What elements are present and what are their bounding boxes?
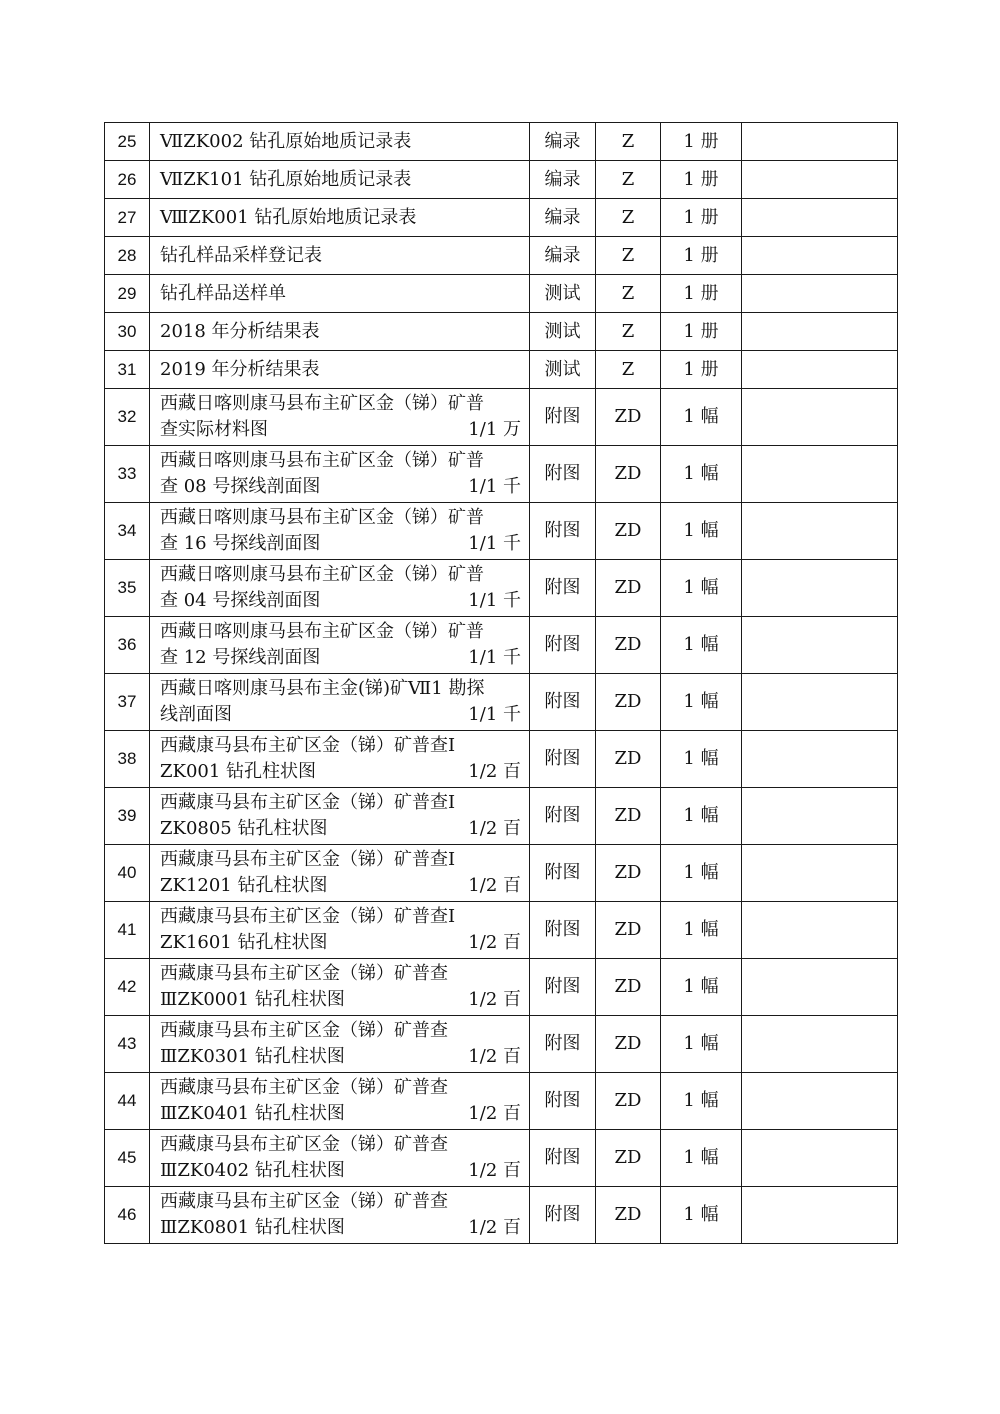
- item-quantity: 1 幅: [661, 1073, 742, 1130]
- item-name-line2: [160, 645, 521, 671]
- item-code: ZD: [596, 788, 661, 845]
- item-name-line1: 西藏日喀则康马县布主矿区金（锑）矿普: [160, 564, 484, 585]
- item-name-line2-text: 查 16 号探线剖面图: [160, 533, 321, 554]
- item-code: Z: [596, 123, 661, 161]
- item-name: ⅦZK002 钻孔原始地质记录表: [150, 123, 530, 161]
- item-name-line1: 西藏日喀则康马县布主金(锑)矿Ⅶ1 勘探: [160, 678, 485, 699]
- item-name-line2-text: 查 04 号探线剖面图: [160, 590, 321, 611]
- item-note: [742, 1016, 898, 1073]
- table-row: [105, 446, 898, 503]
- table-row: [105, 788, 898, 845]
- table-row: [105, 161, 898, 199]
- item-note: [742, 503, 898, 560]
- item-code: ZD: [596, 731, 661, 788]
- row-number: 44: [105, 1073, 150, 1130]
- item-code: ZD: [596, 617, 661, 674]
- table-row: [105, 959, 898, 1016]
- item-code: ZD: [596, 902, 661, 959]
- item-note: [742, 902, 898, 959]
- item-code: ZD: [596, 1130, 661, 1187]
- item-note: [742, 1130, 898, 1187]
- item-name: ⅧZK001 钻孔原始地质记录表: [150, 199, 530, 237]
- item-code: ZD: [596, 959, 661, 1016]
- item-name-line1: 西藏康马县布主矿区金（锑）矿普查: [160, 1134, 448, 1155]
- item-category: 附图: [530, 674, 596, 731]
- item-quantity: 1 幅: [661, 503, 742, 560]
- item-quantity: 1 幅: [661, 959, 742, 1016]
- item-category: 附图: [530, 1130, 596, 1187]
- item-name-line2-text: ⅢZK0801 钻孔柱状图: [160, 1217, 345, 1238]
- table-row: [105, 617, 898, 674]
- item-name-line2-text: ZK0805 钻孔柱状图: [160, 818, 328, 839]
- item-quantity: 1 幅: [661, 446, 742, 503]
- item-code: ZD: [596, 1187, 661, 1244]
- item-name-line2: [160, 1158, 521, 1184]
- item-name-line2-text: 线剖面图: [160, 704, 232, 725]
- item-name-line1: 西藏康马县布主矿区金（锑）矿普查Ⅰ: [160, 792, 456, 813]
- item-quantity: 1 幅: [661, 1130, 742, 1187]
- item-category: 附图: [530, 845, 596, 902]
- item-name-line2: [160, 474, 521, 500]
- item-category: 测试: [530, 313, 596, 351]
- item-name-line2: [160, 759, 521, 785]
- item-note: [742, 275, 898, 313]
- item-name-line2-text: ZK1201 钻孔柱状图: [160, 875, 328, 896]
- item-category: 编录: [530, 161, 596, 199]
- item-name-line1: 西藏日喀则康马县布主矿区金（锑）矿普: [160, 450, 484, 471]
- item-name-line2-text: ⅢZK0001 钻孔柱状图: [160, 989, 345, 1010]
- item-note: [742, 199, 898, 237]
- item-code: ZD: [596, 560, 661, 617]
- item-note: [742, 389, 898, 446]
- item-note: [742, 161, 898, 199]
- item-name-line1: 西藏康马县布主矿区金（锑）矿普查Ⅰ: [160, 735, 456, 756]
- item-name-line1: 西藏康马县布主矿区金（锑）矿普查Ⅰ: [160, 906, 456, 927]
- item-category: 附图: [530, 959, 596, 1016]
- item-code: Z: [596, 161, 661, 199]
- table-row: [105, 123, 898, 161]
- row-number: 31: [105, 351, 150, 389]
- item-note: [742, 1187, 898, 1244]
- item-code: Z: [596, 199, 661, 237]
- item-scale: 1/2 百: [468, 932, 521, 953]
- row-number: 43: [105, 1016, 150, 1073]
- item-code: Z: [596, 313, 661, 351]
- row-number: 30: [105, 313, 150, 351]
- item-name-line2-text: ⅢZK0401 钻孔柱状图: [160, 1103, 345, 1124]
- item-name: [150, 845, 530, 902]
- item-scale: 1/2 百: [468, 875, 521, 896]
- item-name-line1: 西藏康马县布主矿区金（锑）矿普查: [160, 1191, 448, 1212]
- table-row: [105, 1187, 898, 1244]
- table-row: [105, 503, 898, 560]
- row-number: 42: [105, 959, 150, 1016]
- item-name-line2-text: 查 08 号探线剖面图: [160, 476, 321, 497]
- item-category: 附图: [530, 731, 596, 788]
- item-scale: 1/2 百: [468, 1046, 521, 1067]
- item-category: 附图: [530, 788, 596, 845]
- item-scale: 1/1 千: [468, 476, 521, 497]
- item-note: [742, 731, 898, 788]
- item-note: [742, 788, 898, 845]
- item-quantity: 1 幅: [661, 674, 742, 731]
- row-number: 34: [105, 503, 150, 560]
- table-row: [105, 845, 898, 902]
- row-number: 25: [105, 123, 150, 161]
- row-number: 46: [105, 1187, 150, 1244]
- item-note: [742, 617, 898, 674]
- item-name-line2: [160, 702, 521, 728]
- item-category: 附图: [530, 1187, 596, 1244]
- item-name: ⅦZK101 钻孔原始地质记录表: [150, 161, 530, 199]
- item-name: [150, 1073, 530, 1130]
- item-name: [150, 902, 530, 959]
- item-category: 编录: [530, 199, 596, 237]
- item-code: ZD: [596, 1016, 661, 1073]
- item-name-line1: 西藏日喀则康马县布主矿区金（锑）矿普: [160, 507, 484, 528]
- item-scale: 1/2 百: [468, 1160, 521, 1181]
- item-scale: 1/1 千: [468, 647, 521, 668]
- item-name: [150, 1016, 530, 1073]
- item-category: 附图: [530, 1073, 596, 1130]
- item-quantity: 1 册: [661, 161, 742, 199]
- item-note: [742, 237, 898, 275]
- item-scale: 1/2 百: [468, 1217, 521, 1238]
- item-name: [150, 389, 530, 446]
- table-row: [105, 731, 898, 788]
- item-name-line2: [160, 1044, 521, 1070]
- item-quantity: 1 册: [661, 237, 742, 275]
- item-scale: 1/1 万: [468, 419, 521, 440]
- item-code: ZD: [596, 446, 661, 503]
- item-name-line1: 西藏康马县布主矿区金（锑）矿普查: [160, 1020, 448, 1041]
- item-code: Z: [596, 237, 661, 275]
- item-code: Z: [596, 351, 661, 389]
- item-name-line2: [160, 987, 521, 1013]
- item-category: 附图: [530, 902, 596, 959]
- table-row: [105, 1130, 898, 1187]
- item-note: [742, 1073, 898, 1130]
- row-number: 38: [105, 731, 150, 788]
- item-name-line2: [160, 1101, 521, 1127]
- row-number: 32: [105, 389, 150, 446]
- item-quantity: 1 幅: [661, 788, 742, 845]
- item-name: [150, 560, 530, 617]
- item-scale: 1/2 百: [468, 1103, 521, 1124]
- item-name-line1: 西藏康马县布主矿区金（锑）矿普查: [160, 963, 448, 984]
- item-name-line1: 西藏日喀则康马县布主矿区金（锑）矿普: [160, 621, 484, 642]
- table-row: [105, 560, 898, 617]
- item-name-line2-text: 查实际材料图: [160, 419, 268, 440]
- item-name: [150, 1187, 530, 1244]
- item-scale: 1/2 百: [468, 761, 521, 782]
- item-name: 2018 年分析结果表: [150, 313, 530, 351]
- item-category: 附图: [530, 1016, 596, 1073]
- item-code: ZD: [596, 503, 661, 560]
- item-name-line2-text: 查 12 号探线剖面图: [160, 647, 321, 668]
- item-name: [150, 788, 530, 845]
- item-name: [150, 959, 530, 1016]
- item-quantity: 1 幅: [661, 902, 742, 959]
- item-name-line1: 西藏康马县布主矿区金（锑）矿普查Ⅰ: [160, 849, 456, 870]
- row-number: 33: [105, 446, 150, 503]
- item-quantity: 1 幅: [661, 731, 742, 788]
- item-name-line2: [160, 588, 521, 614]
- item-quantity: 1 册: [661, 123, 742, 161]
- item-name-line2: [160, 816, 521, 842]
- table-row: [105, 674, 898, 731]
- table-row: [105, 389, 898, 446]
- item-category: 测试: [530, 351, 596, 389]
- table-row: [105, 1016, 898, 1073]
- row-number: 39: [105, 788, 150, 845]
- item-note: [742, 845, 898, 902]
- item-category: 附图: [530, 389, 596, 446]
- item-category: 编录: [530, 237, 596, 275]
- item-code: ZD: [596, 1073, 661, 1130]
- item-quantity: 1 幅: [661, 1016, 742, 1073]
- item-name-line2-text: ⅢZK0301 钻孔柱状图: [160, 1046, 345, 1067]
- item-name-line2: [160, 531, 521, 557]
- item-code: ZD: [596, 674, 661, 731]
- item-code: ZD: [596, 845, 661, 902]
- item-name: 钻孔样品送样单: [150, 275, 530, 313]
- item-scale: 1/1 千: [468, 590, 521, 611]
- item-name: [150, 503, 530, 560]
- item-name: [150, 674, 530, 731]
- row-number: 36: [105, 617, 150, 674]
- item-name: [150, 731, 530, 788]
- item-name-line2: [160, 1215, 521, 1241]
- item-category: 测试: [530, 275, 596, 313]
- item-category: 附图: [530, 617, 596, 674]
- row-number: 27: [105, 199, 150, 237]
- item-quantity: 1 幅: [661, 1187, 742, 1244]
- item-name-line2-text: ZK1601 钻孔柱状图: [160, 932, 328, 953]
- item-scale: 1/2 百: [468, 989, 521, 1010]
- table-row: [105, 237, 898, 275]
- item-name: [150, 446, 530, 503]
- item-name-line2-text: ⅢZK0402 钻孔柱状图: [160, 1160, 345, 1181]
- item-quantity: 1 册: [661, 199, 742, 237]
- item-note: [742, 123, 898, 161]
- item-category: 附图: [530, 560, 596, 617]
- table-row: [105, 351, 898, 389]
- item-note: [742, 959, 898, 1016]
- item-quantity: 1 幅: [661, 560, 742, 617]
- row-number: 35: [105, 560, 150, 617]
- table-row: [105, 313, 898, 351]
- item-quantity: 1 册: [661, 275, 742, 313]
- row-number: 28: [105, 237, 150, 275]
- item-quantity: 1 册: [661, 313, 742, 351]
- item-category: 附图: [530, 446, 596, 503]
- archive-list-table: [104, 122, 898, 1244]
- row-number: 37: [105, 674, 150, 731]
- table-row: [105, 902, 898, 959]
- item-note: [742, 446, 898, 503]
- item-quantity: 1 幅: [661, 845, 742, 902]
- item-name: 2019 年分析结果表: [150, 351, 530, 389]
- row-number: 41: [105, 902, 150, 959]
- item-note: [742, 560, 898, 617]
- item-name-line1: 西藏日喀则康马县布主矿区金（锑）矿普: [160, 393, 484, 414]
- table-row: [105, 275, 898, 313]
- item-name-line1: 西藏康马县布主矿区金（锑）矿普查: [160, 1077, 448, 1098]
- item-note: [742, 351, 898, 389]
- row-number: 40: [105, 845, 150, 902]
- item-name: 钻孔样品采样登记表: [150, 237, 530, 275]
- item-code: ZD: [596, 389, 661, 446]
- item-name-line2: [160, 873, 521, 899]
- item-category: 编录: [530, 123, 596, 161]
- item-category: 附图: [530, 503, 596, 560]
- item-scale: 1/1 千: [468, 533, 521, 554]
- item-quantity: 1 幅: [661, 389, 742, 446]
- table-row: [105, 1073, 898, 1130]
- item-scale: 1/2 百: [468, 818, 521, 839]
- item-name-line2: [160, 930, 521, 956]
- row-number: 29: [105, 275, 150, 313]
- item-name-line2-text: ZK001 钻孔柱状图: [160, 761, 317, 782]
- item-note: [742, 674, 898, 731]
- item-note: [742, 313, 898, 351]
- row-number: 45: [105, 1130, 150, 1187]
- item-name-line2: [160, 417, 521, 443]
- table-body: [105, 123, 898, 1244]
- item-quantity: 1 册: [661, 351, 742, 389]
- item-name: [150, 617, 530, 674]
- item-scale: 1/1 千: [468, 704, 521, 725]
- table-row: [105, 199, 898, 237]
- item-name: [150, 1130, 530, 1187]
- item-code: Z: [596, 275, 661, 313]
- item-quantity: 1 幅: [661, 617, 742, 674]
- row-number: 26: [105, 161, 150, 199]
